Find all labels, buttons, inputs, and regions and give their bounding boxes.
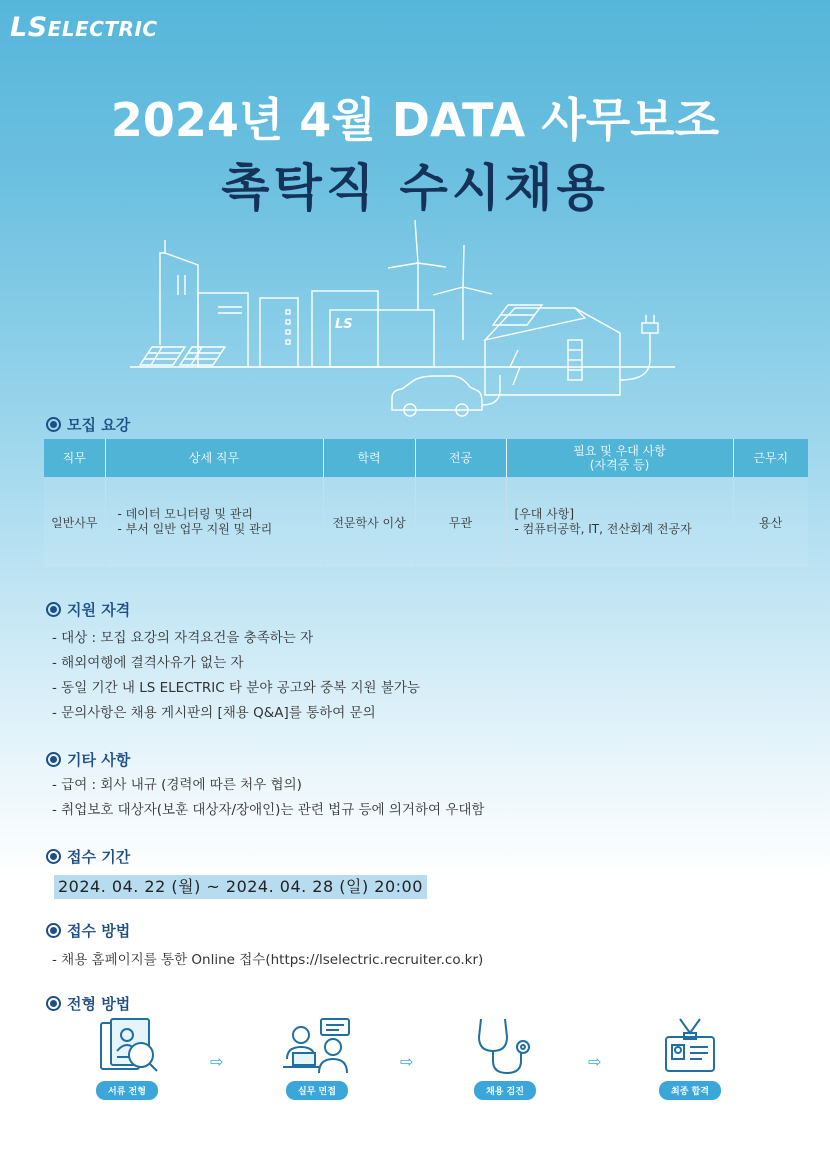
step-practical-interview xyxy=(272,1015,362,1100)
qualification-list xyxy=(52,626,420,726)
etc-section-heading: 기타 사항 xyxy=(46,749,130,770)
car-icon xyxy=(392,375,500,416)
step-medical-checkup xyxy=(460,1015,550,1100)
bullet-circle-icon xyxy=(46,602,61,617)
bullet-circle-icon xyxy=(46,849,61,864)
method-section-heading: 접수 방법 xyxy=(46,920,130,941)
recruitment-table xyxy=(44,439,808,568)
title-line-1: 2024년 4월 DATA 사무보조 xyxy=(110,93,720,147)
list-item: - 동일 기간 내 LS ELECTRIC 타 분야 공고와 중복 지원 불가능 xyxy=(52,680,420,696)
energy-city-illustration xyxy=(130,215,690,420)
step-label: 최종 합격 xyxy=(659,1081,721,1100)
list-item: - 취업보호 대상자(보훈 대상자/장애인)는 관련 법규 등에 의거하여 우대함 xyxy=(52,802,485,818)
wind-turbine-icon xyxy=(388,220,492,340)
col-header-education: 학력 xyxy=(323,439,415,477)
cell-preference: [우대 사항] - 컴퓨터공학, IT, 전산회계 전공자 xyxy=(506,477,733,568)
col-header-detail: 상세 직무 xyxy=(105,439,323,477)
stethoscope-icon xyxy=(467,1015,543,1077)
list-item: - 급여 : 회사 내규 (경력에 따른 처우 협의) xyxy=(52,777,302,793)
bullet-circle-icon xyxy=(46,996,61,1011)
application-period: 2024. 04. 22 (월) ~ 2024. 04. 28 (일) 20:00 xyxy=(54,875,427,899)
solar-panel-icon xyxy=(140,347,225,365)
plug-icon xyxy=(620,315,658,380)
col-header-preference: 필요 및 우대 사항 (자격증 등) xyxy=(506,439,733,477)
documents-icon xyxy=(91,1015,163,1077)
etc-list xyxy=(52,773,484,823)
arrow-right-icon: ⇨ xyxy=(400,1052,414,1071)
step-label: 실무 면접 xyxy=(286,1081,348,1100)
cell-detail: - 데이터 모니터링 및 관리 - 부서 일반 업무 지원 및 관리 xyxy=(105,477,323,568)
col-header-job: 직무 xyxy=(44,439,105,477)
cell-job: 일반사무 xyxy=(44,477,105,568)
house-icon xyxy=(485,305,620,395)
arrow-right-icon: ⇨ xyxy=(588,1052,602,1071)
cell-location: 용산 xyxy=(733,477,808,568)
bullet-circle-icon xyxy=(46,752,61,767)
company-logo: LSELECTRIC xyxy=(10,12,158,43)
method-list xyxy=(52,948,483,972)
process-section-heading: 전형 방법 xyxy=(46,993,130,1014)
list-item: - 채용 홈페이지를 통한 Online 접수(https://lselectric.recruiter.co.kr) xyxy=(52,952,484,968)
interview-icon xyxy=(279,1015,355,1077)
title-line-2: 촉탁직 수시채용 xyxy=(221,159,609,217)
cell-education: 전문학사 이상 xyxy=(323,477,415,568)
table-row xyxy=(44,477,808,568)
step-document-screening xyxy=(82,1015,172,1100)
building-logo-text: LS xyxy=(335,317,353,332)
step-label: 채용 검진 xyxy=(474,1081,536,1100)
bullet-circle-icon xyxy=(46,923,61,938)
cell-major: 무관 xyxy=(415,477,506,568)
table-header-row xyxy=(44,439,808,477)
step-final-acceptance xyxy=(645,1015,735,1100)
list-item: - 해외여행에 결격사유가 없는 자 xyxy=(52,655,244,671)
col-header-major: 전공 xyxy=(415,439,506,477)
id-badge-icon xyxy=(652,1015,728,1077)
qualification-section-heading: 지원 자격 xyxy=(46,599,130,620)
bullet-circle-icon xyxy=(46,417,61,432)
step-label: 서류 전형 xyxy=(96,1081,158,1100)
col-header-location: 근무지 xyxy=(733,439,808,477)
list-item: - 대상 : 모집 요강의 자격요건을 충족하는 자 xyxy=(52,630,314,646)
list-item: - 문의사항은 채용 게시판의 [채용 Q&A]를 통하여 문의 xyxy=(52,705,376,721)
recruit-section-heading: 모집 요강 xyxy=(46,414,130,435)
arrow-right-icon: ⇨ xyxy=(210,1052,224,1071)
period-section-heading: 접수 기간 xyxy=(46,846,130,867)
